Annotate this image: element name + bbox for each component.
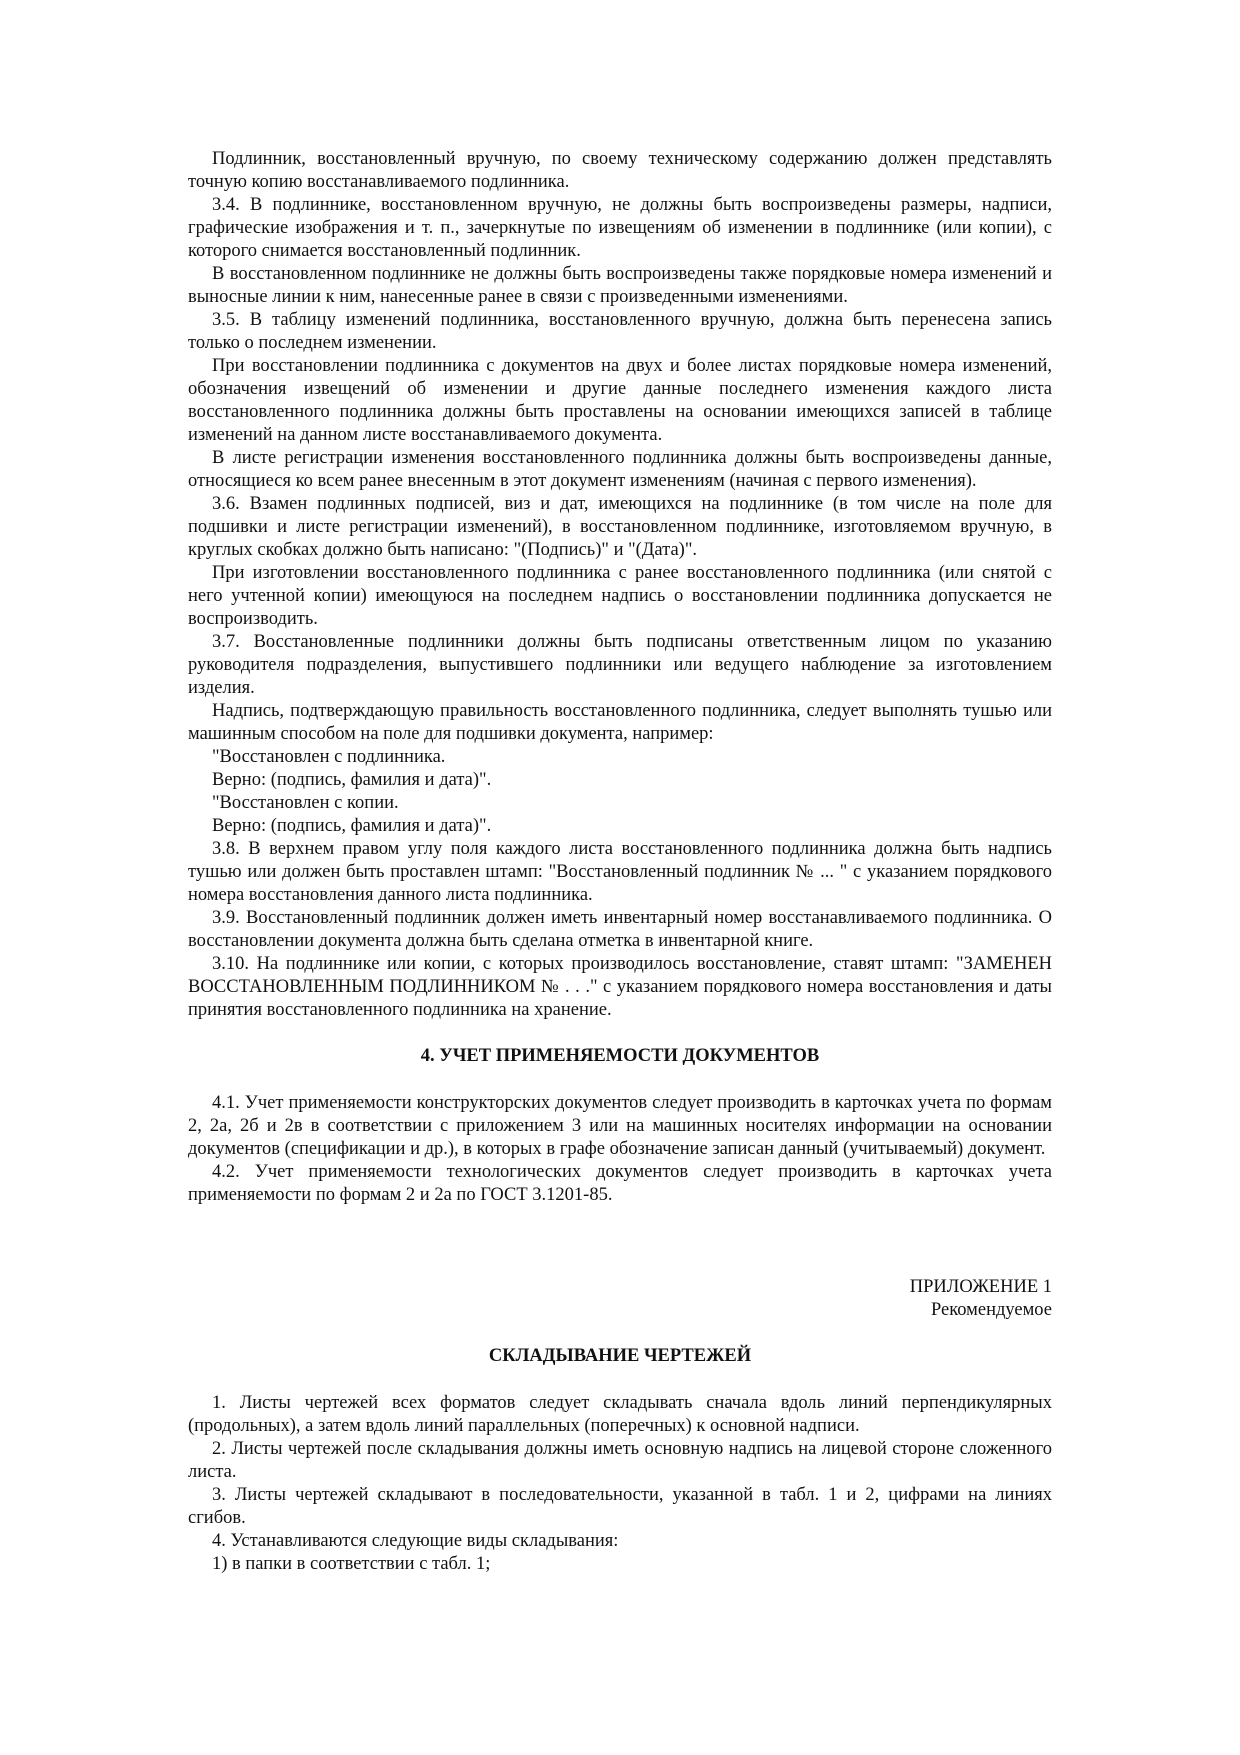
paragraph: 3. Листы чертежей складывают в последовательности, указанной в табл. 1 и 2, цифрами на линиях сгибов. [188, 1485, 1052, 1528]
paragraph: 4.1. Учет применяемости конструкторских документов следует производить в карточках учета по формам 2, 2а, 2б и 2в в соответствии с приложением 3 или на машинных носителях информации на основании документов (спецификации и др.), в которых в графе обозначение записан данный (учитываемый) документ. [188, 1093, 1052, 1159]
paragraph: 4.2. Учет применяемости технологических документов следует производить в карточках учета применяемости по формам 2 и 2а по ГОСТ 3.1201-85. [188, 1162, 1052, 1205]
paragraph: 3.7. Восстановленные подлинники должны быть подписаны ответственным лицом по указанию руководителя подразделения, выпустившего подлинники или ведущего наблюдение за изготовлением изделия. [188, 632, 1052, 698]
paragraph: 3.8. В верхнем правом углу поля каждого листа восстановленного подлинника должна быть надпись тушью или должен быть проставлен штамп: "Восстановленный подлинник № ... " с указанием порядкового номера восстановления данного листа подлинника. [188, 839, 1052, 905]
paragraph: 1) в папки в соответствии с табл. 1; [212, 1554, 491, 1574]
paragraph: При изготовлении восстановленного подлинника с ранее восстановленного подлинника (или снятой с него учтенной копии) имеющуюся на последнем надпись о восстановлении подлинника допускается не воспроизводить. [188, 563, 1052, 629]
paragraph: 3.9. Восстановленный подлинник должен иметь инвентарный номер восстанавливаемого подлинника. О восстановлении документа должна быть сделана отметка в инвентарной книге. [188, 908, 1052, 951]
example-line: Верно: (подпись, фамилия и дата)". [212, 770, 492, 790]
annex-title: СКЛАДЫВАНИЕ ЧЕРТЕЖЕЙ [488, 1346, 752, 1366]
example-line: Верно: (подпись, фамилия и дата)". [212, 816, 492, 836]
annex-label: ПРИЛОЖЕНИЕ 1 [909, 1277, 1052, 1297]
paragraph: В восстановленном подлиннике не должны быть воспроизведены также порядковые номера изменений и выносные линии к ним, нанесенные ранее в связи с произведенными изменениями. [188, 264, 1052, 307]
example-line: "Восстановлен с подлинника. [212, 747, 446, 767]
paragraph: При восстановлении подлинника с документов на двух и более листах порядковые номера изменений, обозначения извещений об изменении и другие данные последнего изменения каждого листа восстановленного подлинника должны быть проставлены на основании имеющихся записей в таблице изменений на данном листе восстанавливаемого документа. [188, 356, 1052, 445]
document-page [188, 148, 1052, 1576]
example-line: "Восстановлен с копии. [212, 793, 399, 813]
paragraph: Подлинник, восстановленный вручную, по своему техническому содержанию должен представлять точную копию восстанавливаемого подлинника. [188, 149, 1052, 192]
annex-status: Рекомендуемое [930, 1300, 1052, 1320]
paragraph: 3.5. В таблицу изменений подлинника, восстановленного вручную, должна быть перенесена запись только о последнем изменении. [188, 310, 1052, 353]
paragraph: Надпись, подтверждающую правильность восстановленного подлинника, следует выполнять тушью или машинным способом на поле для подшивки документа, например: [188, 701, 1052, 744]
paragraph: 3.6. Взамен подлинных подписей, виз и дат, имеющихся на подлиннике (в том числе на поле для подшивки и листе регистрации изменений), в восстановленном подлиннике, изготовляемом вручную, в круглых скобках должно быть написано: "(Подпись)" и "(Дата)". [188, 494, 1052, 560]
paragraph: 4. Устанавливаются следующие виды складывания: [212, 1531, 619, 1551]
section-heading: 4. УЧЕТ ПРИМЕНЯЕМОСТИ ДОКУМЕНТОВ [420, 1046, 820, 1066]
paragraph: 3.10. На подлиннике или копии, с которых производилось восстановление, ставят штамп: "ЗАМЕНЕН ВОССТАНОВЛЕННЫМ ПОДЛИННИКОМ № . . ." с указанием порядкового номера восстановления и даты принятия восстановленного подлинника на хранение. [188, 954, 1052, 1020]
paragraph: 1. Листы чертежей всех форматов следует складывать сначала вдоль линий перпендикулярных (продольных), а затем вдоль линий параллельных (поперечных) к основной надписи. [188, 1393, 1052, 1436]
paragraph: 3.4. В подлиннике, восстановленном вручную, не должны быть воспроизведены размеры, надписи, графические изображения и т. п., зачеркнутые по извещениям об изменении в подлиннике (или копии), с которого снимается восстановленный подлинник. [188, 195, 1052, 261]
paragraph: В листе регистрации изменения восстановленного подлинника должны быть воспроизведены данные, относящиеся ко всем ранее внесенным в этот документ изменениям (начиная с первого изменения). [188, 448, 1052, 491]
paragraph: 2. Листы чертежей после складывания должны иметь основную надпись на лицевой стороне сложенного листа. [188, 1439, 1052, 1482]
